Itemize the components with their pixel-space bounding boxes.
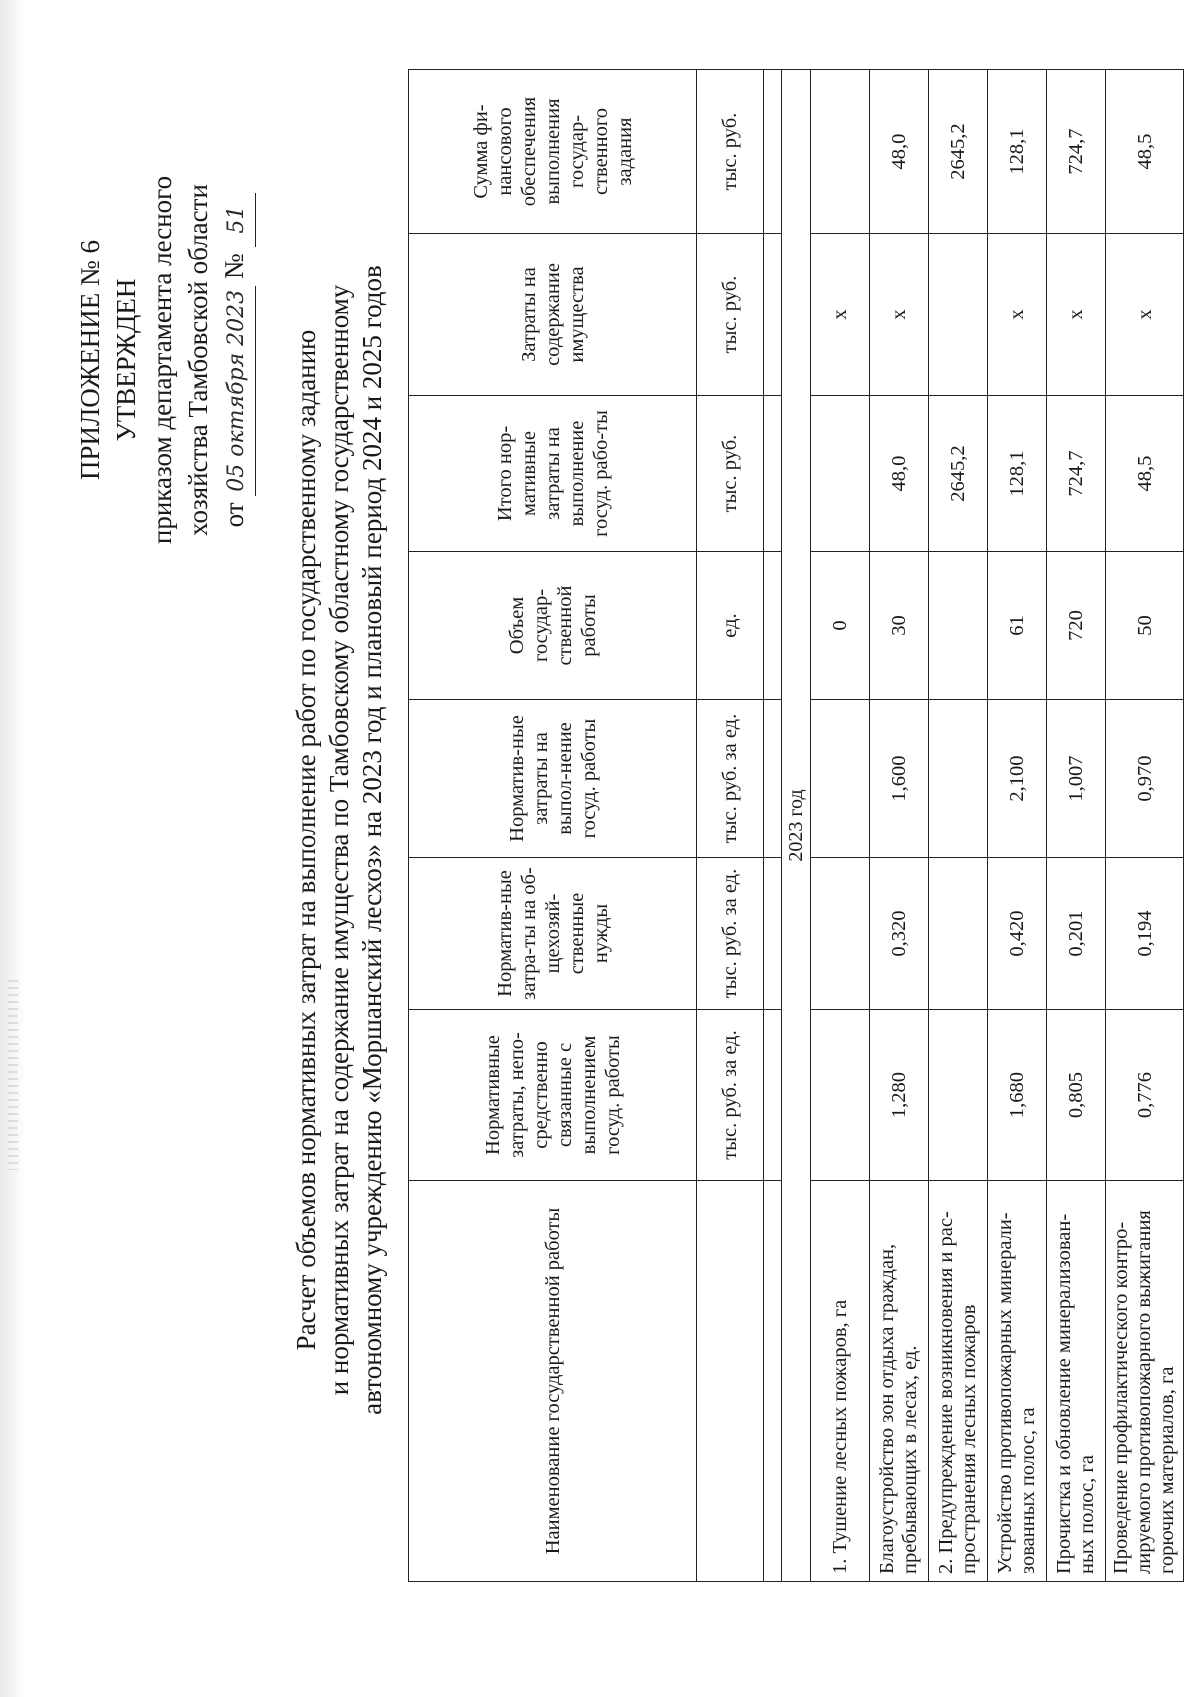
work-name: Прочистка и обновление минерализован-ных полос, га: [1047, 1181, 1106, 1582]
work-volume: 720: [1047, 552, 1106, 700]
work-volume: 0: [811, 552, 870, 700]
spacer-cell: [764, 552, 782, 700]
year-row: [782, 70, 811, 1582]
work-name: 1. Тушение лесных пожаров, га: [811, 1181, 870, 1582]
direct-cost: 0,776: [1106, 1010, 1184, 1181]
property-cost: х: [811, 234, 870, 396]
header-work-name: Наименование государственной работы: [409, 1181, 697, 1582]
total-normative: 48,5: [1106, 396, 1184, 552]
work-volume: 30: [870, 552, 929, 700]
general-cost: 0,194: [1106, 858, 1184, 1010]
table-row: [1106, 70, 1184, 1582]
direct-cost: 0,805: [1047, 1010, 1106, 1181]
general-cost: [929, 858, 988, 1010]
financing-sum: 2645,2: [929, 70, 988, 234]
header-normative-costs: Норматив-ные затраты на выпол-нение госуд. работы: [409, 700, 697, 858]
work-name: Благоустройство зон отдыха граждан, пребывающих в лесах, ед.: [870, 1181, 929, 1582]
approval-line-1: приказом департамента лесного: [147, 175, 177, 545]
scan-edge: [0, 0, 26, 1697]
financing-sum: [811, 70, 870, 234]
spacer-cell: [764, 1010, 782, 1181]
financing-sum: 48,0: [870, 70, 929, 234]
financing-sum: 128,1: [988, 70, 1047, 234]
normative-cost: 0,970: [1106, 700, 1184, 858]
property-cost: [929, 234, 988, 396]
spacer-cell: [764, 234, 782, 396]
document-title: [290, 250, 389, 1430]
direct-cost: [929, 1010, 988, 1181]
general-cost: [811, 858, 870, 1010]
spacer-cell: [764, 70, 782, 234]
unit-cell: [697, 1181, 764, 1582]
unit-cell: тыс. руб. за ед.: [697, 700, 764, 858]
financing-sum: 48,5: [1106, 70, 1184, 234]
unit-cell: тыс. руб.: [697, 234, 764, 396]
title-line-1: Расчет объемов нормативных затрат на выполнение работ по государственному заданию: [291, 329, 321, 1351]
approval-block: [72, 100, 256, 620]
rotated-document-page: [50, 60, 1178, 1660]
header-financing-sum: Сумма фи-нансового обеспечения выполнения государ-ственного задания: [409, 70, 697, 234]
cost-table: [408, 69, 1184, 1582]
spacer-cell: [764, 396, 782, 552]
work-name: 2. Предупреждение возникновения и рас-пространения лесных пожаров: [929, 1181, 988, 1582]
unit-cell: тыс. руб. за ед.: [697, 1010, 764, 1181]
unit-cell: ед.: [697, 552, 764, 700]
table-row: [929, 70, 988, 1582]
header-direct-costs: Нормативные затраты, непо-средственно связанные с выполнением госуд. работы: [409, 1010, 697, 1181]
title-line-3: автономному учреждению «Моршанский лесхоз» на 2023 год и плановый период 2024 и 2025 годов: [357, 265, 387, 1415]
from-prefix: от: [219, 502, 249, 528]
direct-cost: 1,280: [870, 1010, 929, 1181]
header-general-costs: Норматив-ные затра-ты на об-щехозяй-ственные нужды: [409, 858, 697, 1010]
normative-cost: 2,100: [988, 700, 1047, 858]
year-label: 2023 год: [782, 70, 811, 1582]
spacer-cell: [764, 858, 782, 1010]
total-normative: 724,7: [1047, 396, 1106, 552]
table-row: [811, 70, 870, 1582]
header-volume: Объем государ-ственной работы: [409, 552, 697, 700]
handwritten-date: 05 октября 2023: [219, 286, 256, 496]
total-normative: [811, 396, 870, 552]
spacer-cell: [764, 700, 782, 858]
general-cost: 0,320: [870, 858, 929, 1010]
property-cost: х: [1106, 234, 1184, 396]
work-name: Проведение профилактического контро-лируемого противопожарного выжигания горючих материалов, га: [1106, 1181, 1184, 1582]
table-row: [1047, 70, 1106, 1582]
approved-label: УТВЕРЖДЕН: [111, 278, 141, 442]
cost-table-wrapper: [408, 70, 1184, 1582]
scan-artifact: [8, 980, 18, 1170]
general-cost: 0,201: [1047, 858, 1106, 1010]
unit-cell: тыс. руб.: [697, 396, 764, 552]
approval-line-2: хозяйства Тамбовской области: [183, 184, 213, 536]
work-name: Устройство противопожарных минерали-зованных полос, га: [988, 1181, 1047, 1582]
normative-cost: 1,600: [870, 700, 929, 858]
appendix-label: ПРИЛОЖЕНИЕ № 6: [75, 239, 105, 481]
work-volume: 50: [1106, 552, 1184, 700]
spacer-row: [764, 70, 782, 1582]
units-row: [697, 70, 764, 1582]
spacer-cell: [764, 1181, 782, 1582]
header-total-normative: Итого нор-мативные затраты на выполнение госуд. рабо-ты: [409, 396, 697, 552]
normative-cost: [929, 700, 988, 858]
table-row: [870, 70, 929, 1582]
financing-sum: 724,7: [1047, 70, 1106, 234]
table-header-row: [409, 70, 697, 1582]
property-cost: х: [1047, 234, 1106, 396]
total-normative: 2645,2: [929, 396, 988, 552]
title-line-2: и нормативных затрат на содержание имущества по Тамбовскому областному государственному: [324, 284, 354, 1396]
direct-cost: 1,680: [988, 1010, 1047, 1181]
handwritten-number: 51: [219, 193, 256, 247]
approval-date-line: [216, 100, 256, 620]
property-cost: х: [988, 234, 1047, 396]
unit-cell: тыс. руб. за ед.: [697, 858, 764, 1010]
property-cost: х: [870, 234, 929, 396]
work-volume: 61: [988, 552, 1047, 700]
general-cost: 0,420: [988, 858, 1047, 1010]
work-volume: [929, 552, 988, 700]
total-normative: 128,1: [988, 396, 1047, 552]
direct-cost: [811, 1010, 870, 1181]
table-row: [988, 70, 1047, 1582]
normative-cost: [811, 700, 870, 858]
normative-cost: 1,007: [1047, 700, 1106, 858]
total-normative: 48,0: [870, 396, 929, 552]
unit-cell: тыс. руб.: [697, 70, 764, 234]
number-prefix: №: [219, 253, 249, 280]
header-property-costs: Затраты на содержание имущества: [409, 234, 697, 396]
